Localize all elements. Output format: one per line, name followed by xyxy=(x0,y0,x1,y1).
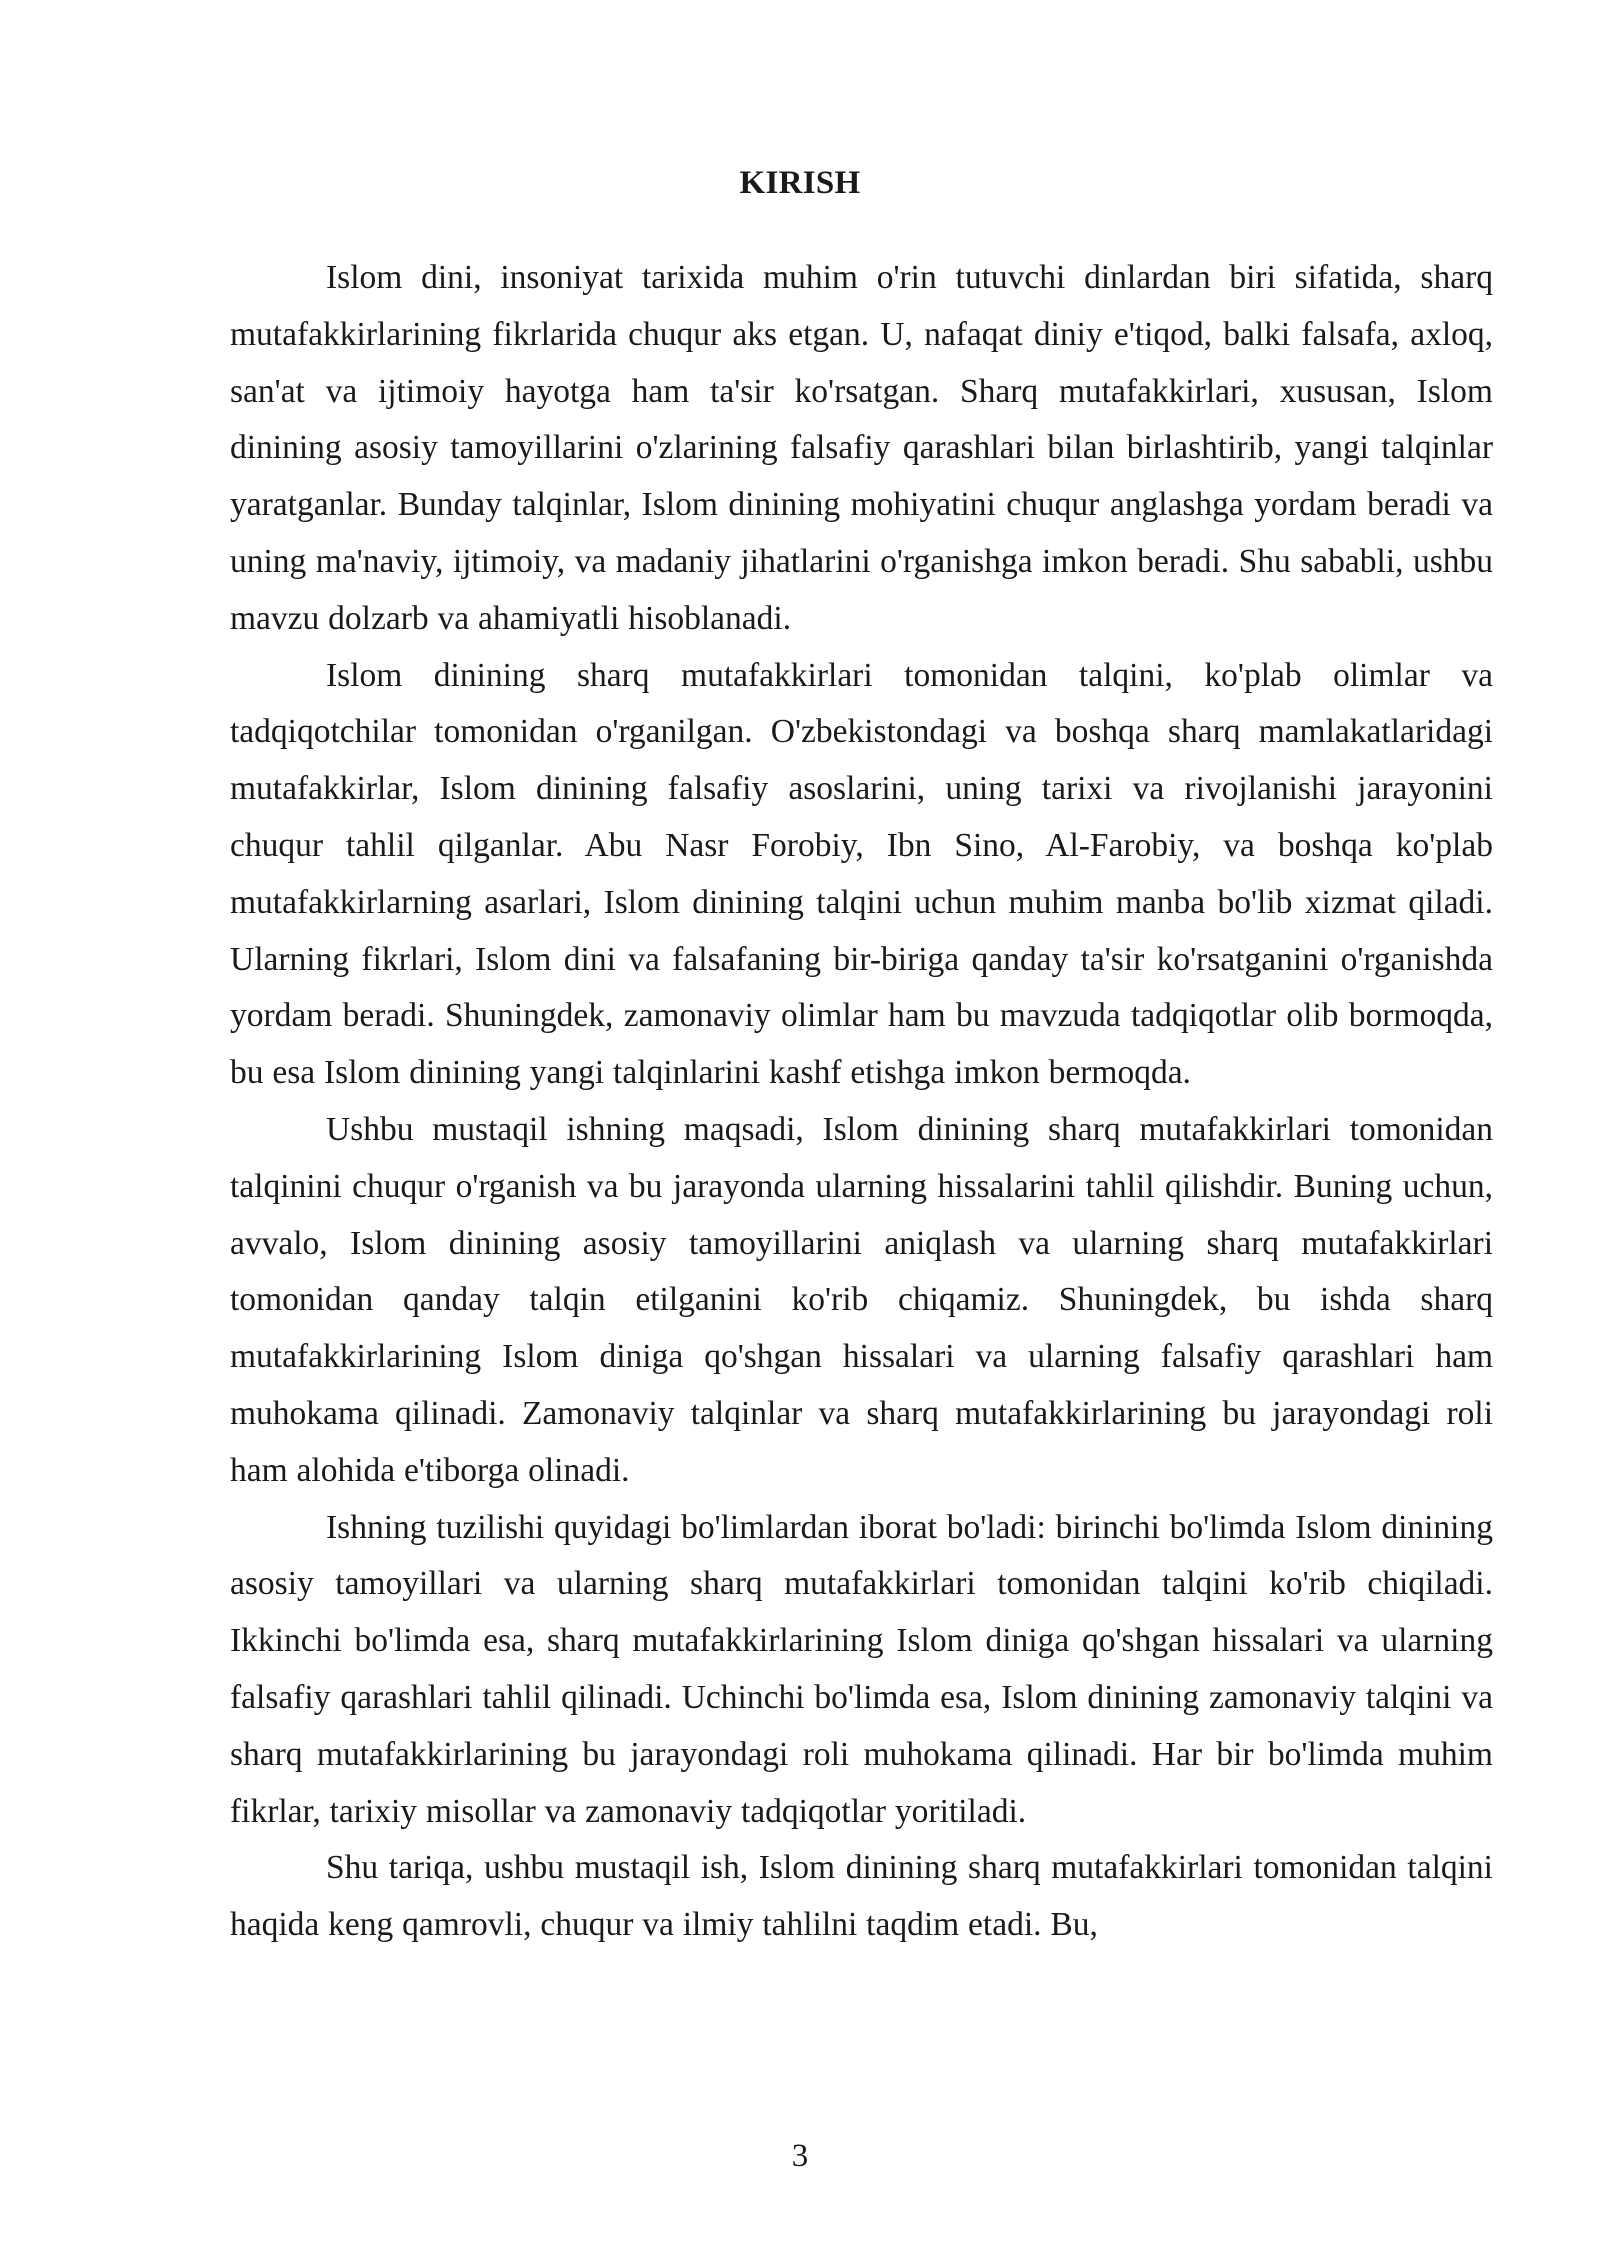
page-title: KIRISH xyxy=(739,165,861,201)
paragraph-5: Shu tariqa, ushbu mustaqil ish, Islom dinining sharq mutafakkirlari tomonidan talqini haqida keng qamrovli, chuqur va ilmiy tahlilni taqdim etadi. Bu, xyxy=(230,1849,1493,1944)
page-number: 3 xyxy=(791,2138,809,2174)
paragraph-3: Ushbu mustaqil ishning maqsadi, Islom dinining sharq mutafakkirlari tomonidan talqinini chuqur o'rganish va bu jarayonda ularning hissalarini tahlil qilishdir. Buning uchun, avvalo, Islom dinining asosiy tamoyillarini aniqlash va ularning sharq mutafakkirlari tomonidan qanday talqin etilganini ko'rib chiqamiz. Shuningdek, bu ishda sharq mutafakkirlarining Islom diniga qo'shgan hissalari va ularning falsafiy qarashlari ham muhokama qilinadi. Zamonaviy talqinlar va sharq mutafakkirlarining bu jarayondagi roli ham alohida e'tiborga olinadi. xyxy=(230,1110,1493,1489)
paragraph-1: Islom dini, insoniyat tarixida muhim o'rin tutuvchi dinlardan biri sifatida, sharq mutafakkirlarining fikrlarida chuqur aks etgan. U, nafaqat diniy e'tiqod, balki falsafa, axloq, san'at va ijtimoiy hayotga ham ta'sir ko'rsatgan. Sharq mutafakkirlari, xususan, Islom dinining asosiy tamoyillarini o'zlarining falsafiy qarashlari bilan birlashtirib, yangi talqinlar yaratganlar. Bunday talqinlar, Islom dinining mohiyatini chuqur anglashga yordam beradi va uning ma'naviy, ijtimoiy, va madaniy jihatlarini o'rganishga imkon beradi. Shu sababli, ushbu mavzu dolzarb va ahamiyatli hisoblanadi. xyxy=(230,259,1493,637)
paragraph-2: Islom dinining sharq mutafakkirlari tomonidan talqini, ko'plab olimlar va tadqiqotchilar tomonidan o'rganilgan. O'zbekistondagi va boshqa sharq mamlakatlaridagi mutafakkirlar, Islom dinining falsafiy asoslarini, uning tarixi va rivojlanishi jarayonini chuqur tahlil qilganlar. Abu Nasr Forobiy, Ibn Sino, Al-Farobiy, va boshqa ko'plab mutafakkirlarning asarlari, Islom dinining talqini uchun muhim manba bo'lib xizmat qiladi. Ularning fikrlari, Islom dini va falsafaning bir-biriga qanday ta'sir ko'rsatganini o'rganishda yordam beradi. Shuningdek, zamonaviy olimlar ham bu mavzuda tadqiqotlar olib bormoqda, bu esa Islom dinining yangi talqinlarini kashf etishga imkon bermoqda. xyxy=(230,656,1493,1092)
document-body xyxy=(230,250,1493,1954)
paragraph-4: Ishning tuzilishi quyidagi bo'limlardan iborat bo'ladi: birinchi bo'limda Islom dinining asosiy tamoyillari va ularning sharq mutafakkirlari tomonidan talqini ko'rib chiqiladi. Ikkinchi bo'limda esa, sharq mutafakkirlarining Islom diniga qo'shgan hissalari va ularning falsafiy qarashlari tahlil qilinadi. Uchinchi bo'limda esa, Islom dinining zamonaviy talqini va sharq mutafakkirlarining bu jarayondagi roli muhokama qilinadi. Har bir bo'limda muhim fikrlar, tarixiy misollar va zamonaviy tadqiqotlar yoritiladi. xyxy=(230,1508,1493,1830)
